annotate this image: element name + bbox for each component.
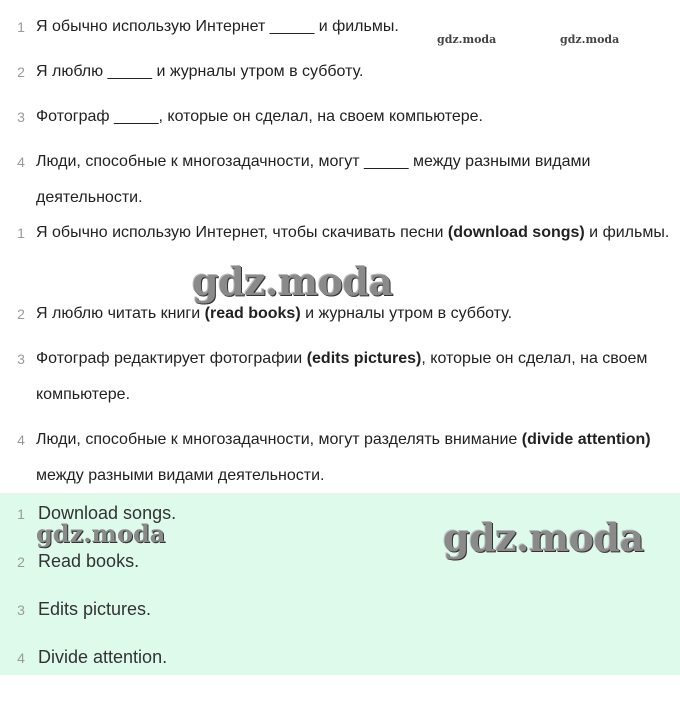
item-number: 3 bbox=[17, 351, 25, 367]
item-text bbox=[36, 422, 672, 494]
item-text: Фотограф _____, которые он сделал, на своем компьютере. bbox=[36, 108, 483, 125]
item-text bbox=[36, 215, 672, 251]
item-number: 2 bbox=[17, 554, 25, 570]
english-phrase: (download songs) bbox=[447, 224, 585, 241]
text-plain: и журналы утром в субботу. bbox=[300, 305, 513, 322]
answer-text: Download songs. bbox=[38, 503, 177, 523]
text-plain: , которые он сделал, на своем компьютере. bbox=[36, 350, 648, 403]
english-phrase: (read books) bbox=[204, 305, 301, 322]
item-number: 4 bbox=[17, 650, 25, 666]
answer-text: Divide attention. bbox=[38, 647, 168, 667]
text-plain: Люди, способные к многозадачности, могут разделять внимание bbox=[36, 431, 522, 448]
watermark: gdz.moda bbox=[36, 519, 166, 548]
text-plain: между разными видами деятельности. bbox=[36, 467, 325, 484]
answer-text: Edits pictures. bbox=[38, 599, 152, 619]
item-number: 1 bbox=[17, 506, 25, 522]
text-plain: Я обычно использую Интернет, чтобы скачивать песни bbox=[36, 224, 448, 241]
english-phrase: (divide attention) bbox=[521, 431, 651, 448]
item-text: Я обычно использую Интернет _____ и фильмы. bbox=[36, 18, 399, 35]
item-text: Люди, способные к многозадачности, могут _____ между разными видами деятельности. bbox=[36, 153, 591, 206]
item-number: 4 bbox=[17, 432, 25, 448]
item-number: 4 bbox=[17, 154, 25, 170]
item-number: 2 bbox=[17, 306, 25, 322]
item-number: 1 bbox=[17, 225, 25, 241]
text-plain: и фильмы. bbox=[584, 224, 670, 241]
watermark: gdz.moda bbox=[560, 33, 620, 46]
watermark: gdz.moda bbox=[192, 259, 393, 304]
item-number: 3 bbox=[17, 109, 25, 125]
item-number: 3 bbox=[17, 602, 25, 618]
watermark: gdz.moda bbox=[443, 515, 644, 560]
english-phrase: (edits pictures) bbox=[306, 350, 422, 367]
answer-text: Read books. bbox=[38, 551, 140, 571]
item-number: 1 bbox=[17, 19, 25, 35]
text-plain: Я люблю читать книги bbox=[36, 305, 205, 322]
item-number: 2 bbox=[17, 64, 25, 80]
item-text: Я люблю _____ и журналы утром в субботу. bbox=[36, 63, 364, 80]
watermark: gdz.moda bbox=[437, 33, 497, 46]
item-text bbox=[36, 341, 672, 413]
text-plain: Фотограф редактирует фотографии bbox=[36, 350, 307, 367]
